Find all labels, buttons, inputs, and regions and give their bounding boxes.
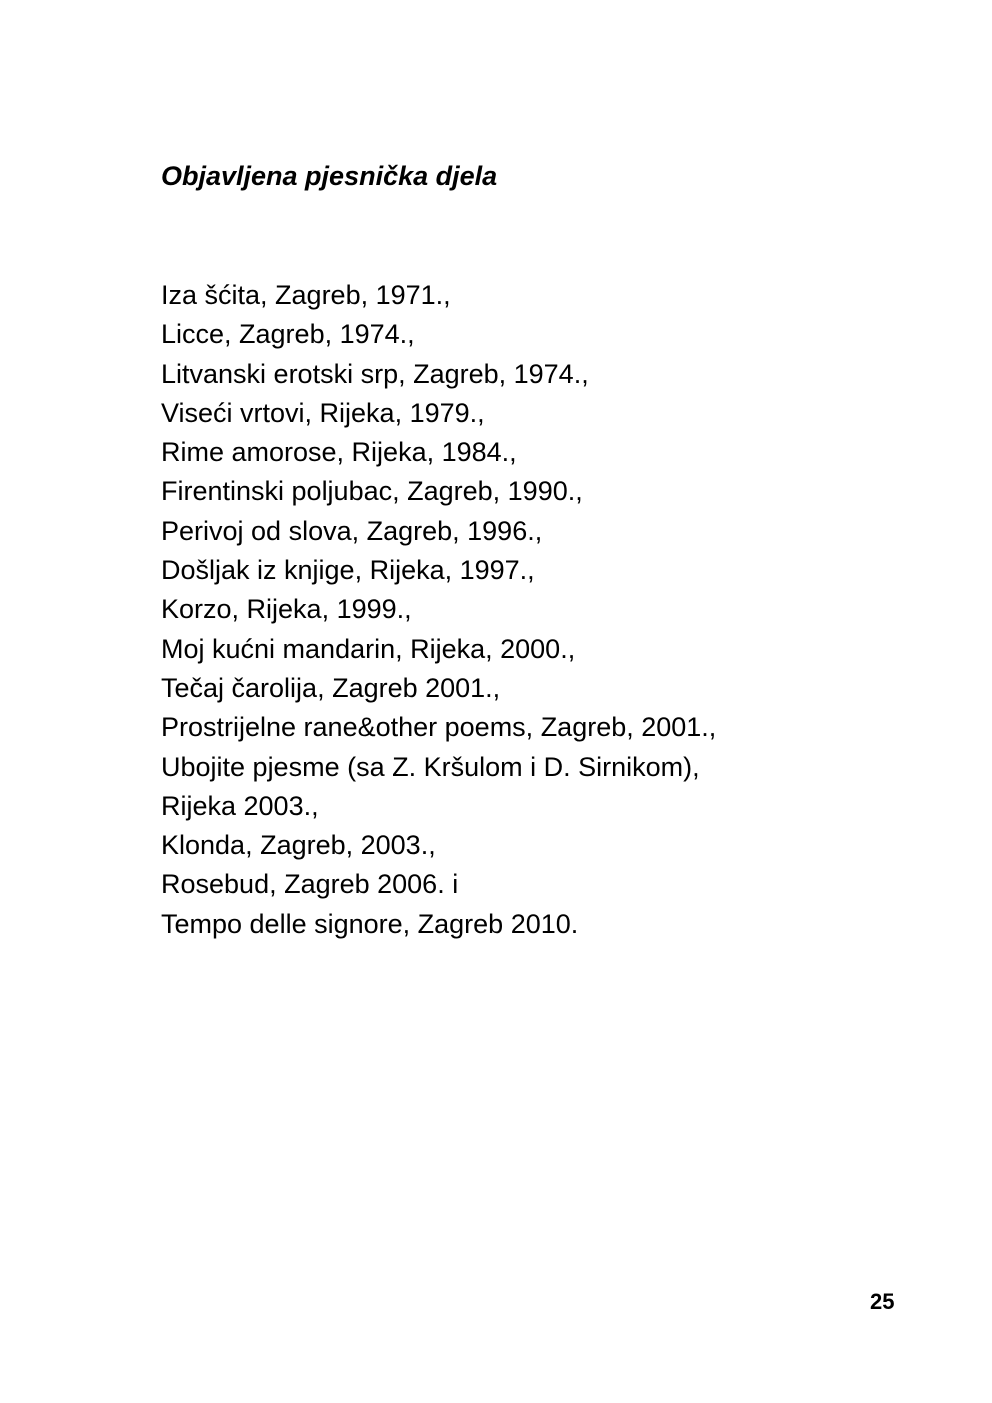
list-item: Iza šćita, Zagreb, 1971., — [161, 280, 451, 310]
list-item: Viseći vrtovi, Rijeka, 1979., — [161, 397, 485, 428]
list-item: Došljak iz knjige, Rijeka, 1997., — [161, 555, 535, 586]
list-item: Ubojite pjesme (sa Z. Kršulom i D. Sirnikom), — [161, 751, 700, 782]
list-item: Tempo delle signore, Zagreb 2010. — [161, 908, 579, 939]
list-item: Rijeka 2003., — [161, 790, 319, 821]
list-item: Prostrijelne rane&other poems, Zagreb, 2001., — [161, 712, 717, 743]
list-item: Moj kućni mandarin, Rijeka, 2000., — [161, 633, 576, 664]
list-item: Rime amorose, Rijeka, 1984., — [161, 437, 517, 468]
page-heading: Objavljena pjesnička djela — [161, 161, 498, 191]
works-list — [161, 276, 716, 944]
page-number: 25 — [870, 1289, 895, 1314]
list-item: Korzo, Rijeka, 1999., — [161, 594, 412, 625]
list-item: Rosebud, Zagreb 2006. i — [161, 869, 459, 900]
list-item: Licce, Zagreb, 1974., — [161, 319, 415, 350]
list-item: Firentinski poljubac, Zagreb, 1990., — [161, 476, 583, 507]
list-item: Klonda, Zagreb, 2003., — [161, 830, 436, 861]
list-item: Tečaj čarolija, Zagreb 2001., — [161, 672, 501, 703]
list-item: Litvanski erotski srp, Zagreb, 1974., — [161, 358, 589, 389]
list-item: Perivoj od slova, Zagreb, 1996., — [161, 515, 543, 546]
